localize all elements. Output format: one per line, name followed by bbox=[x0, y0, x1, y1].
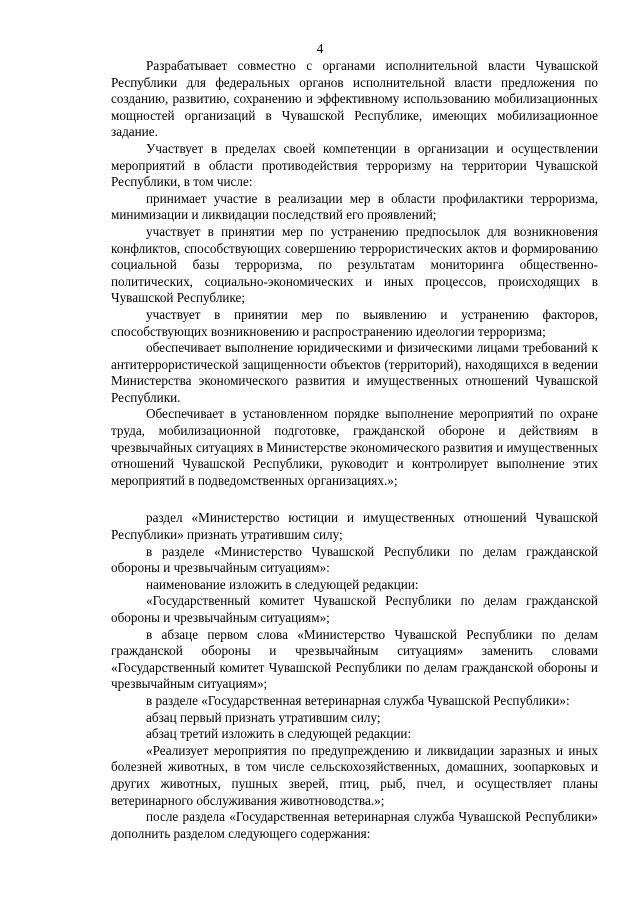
paragraph: наименование изложить в следующей редакции: bbox=[146, 576, 419, 592]
paragraph: «Реализует мероприятия по предупреждению и ликвидации заразных и иных болезней животных, в том числе сельскохозяйственных, домашних, зоопарковых и других животных, пушных зверей, птиц, рыб, пчел, и осуществляет планы ветеринарного обслуживания животноводства.»; bbox=[111, 742, 598, 808]
paragraph: в разделе «Министерство Чувашской Республики по делам гражданской обороны и чрезвычайным ситуациям»: bbox=[111, 543, 598, 576]
paragraph: в разделе «Государственная ветеринарная служба Чувашской Республики»: bbox=[146, 692, 570, 708]
paragraph: обеспечивает выполнение юридическими и физическими лицами требований к антитеррористической защищенности объектов (территорий), находящихся в ведении Министерства экономического развития и имущественных отношений Чувашской Республики. bbox=[111, 340, 598, 405]
paragraph: после раздела «Государственная ветеринарная служба Чувашской Республики» дополнить разделом следующего содержания: bbox=[111, 809, 598, 841]
paragraph: в абзаце первом слова «Министерство Чувашской Республики по делам гражданской обороны и чрезвычайным ситуациям» заменить словами «Государственный комитет Чувашской Республики по делам гражданской обороны и чрезвычайным ситуациям»; bbox=[111, 626, 598, 692]
page-number: 4 bbox=[316, 41, 324, 56]
paragraph: абзац третий изложить в следующей редакции: bbox=[146, 726, 412, 742]
paragraph: принимает участие в реализации мер в области профилактики терроризма, минимизации и ликвидации последствий его проявлений; bbox=[111, 190, 598, 223]
paragraph: абзац первый признать утратившим силу; bbox=[146, 709, 381, 725]
paragraph: Участвует в пределах своей компетенции в организации и осуществлении мероприятий в области противодействия терроризму на территории Чувашской Республики, в том числе: bbox=[111, 140, 598, 190]
paragraph: Разрабатывает совместно с органами исполнительной власти Чувашской Республики для федеральных органов исполнительной власти предложения по созданию, развитию, сохранению и эффективному использованию мобилизационных мощностей организаций в Чувашской Республике, имеющих мобилизационное задание. bbox=[111, 58, 598, 140]
paragraph-gap bbox=[111, 489, 598, 510]
paragraph: участвует в принятии мер по выявлению и устранению факторов, способствующих возникновению и распространению идеологии терроризма; bbox=[111, 306, 598, 339]
paragraph: участвует в принятии мер по устранению предпосылок для возникновения конфликтов, способствующих совершению террористических актов и формированию социальной базы терроризма, по результатам мониторинга общественно-политических, социально-экономических и иных процессов, происходящих в Чувашской Республике; bbox=[111, 223, 598, 306]
document-body bbox=[111, 58, 598, 842]
paragraph: «Государственный комитет Чувашской Республики по делам гражданской обороны и чрезвычайным ситуациям»; bbox=[111, 593, 598, 625]
paragraph: раздел «Министерство юстиции и имущественных отношений Чувашской Республики» признать утратившим силу; bbox=[111, 510, 598, 543]
paragraph: Обеспечивает в установленном порядке выполнение мероприятий по охране труда, мобилизационной подготовке, гражданской обороне и действиям в чрезвычайных ситуациях в Министерстве экономического развития и имущественных отношений Чувашской Республики, руководит и контролирует выполнение этих мероприятий в подведомственных организациях.»; bbox=[111, 406, 598, 488]
